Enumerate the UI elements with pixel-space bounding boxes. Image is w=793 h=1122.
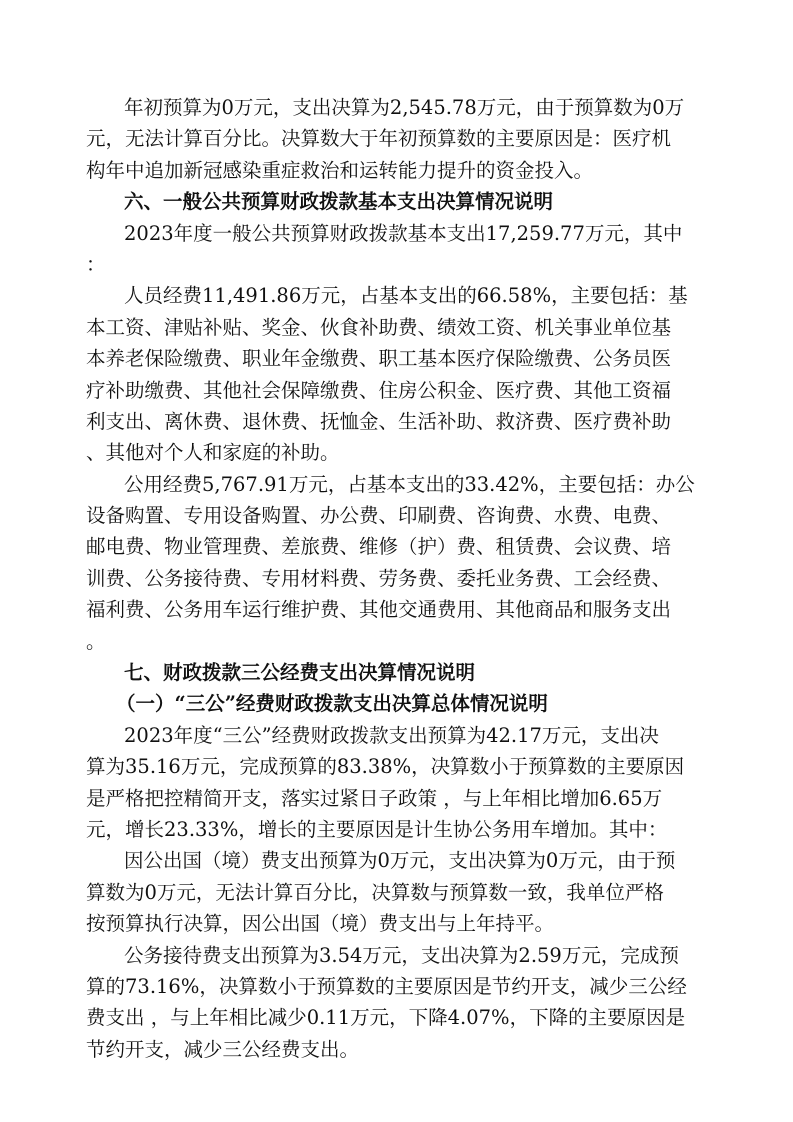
paragraph-line: 邮电费、物业管理费、差旅费、维修（护）费、租赁费、会议费、培	[86, 535, 672, 559]
paragraph-line: 。	[86, 629, 106, 653]
paragraph-line: 公务接待费支出预算为3.54万元，支出决算为2.59万元，完成预	[124, 943, 679, 967]
section-heading: 七、财政拨款三公经费支出决算情况说明	[124, 661, 476, 685]
paragraph-line: 设备购置、专用设备购置、办公费、印刷费、咨询费、水费、电费、	[86, 504, 672, 528]
paragraph-line: 因公出国（境）费支出预算为0万元，支出决算为0万元，由于预	[124, 849, 676, 873]
paragraph-line: 2023年度一般公共预算财政拨款基本支出17,259.77万元，其中	[124, 221, 683, 245]
paragraph-line: 算为35.16万元，完成预算的83.38%，决算数小于预算数的主要原因	[86, 755, 685, 779]
paragraph-line: 训费、公务接待费、专用材料费、劳务费、委托业务费、工会经费、	[86, 566, 672, 590]
paragraph-line: 疗补助缴费、其他社会保障缴费、住房公积金、医疗费、其他工资福	[86, 378, 672, 402]
paragraph-line: 构年中追加新冠感染重症救治和运转能力提升的资金投入。	[86, 158, 594, 182]
paragraph-line: 公用经费5,767.91万元，占基本支出的33.42%，主要包括：办公	[124, 472, 695, 496]
subsection-heading: （一）“三公”经费财政拨款支出决算总体情况说明	[116, 692, 548, 716]
paragraph-line: 元，无法计算百分比。决算数大于年初预算数的主要原因是：医疗机	[86, 127, 672, 151]
paragraph-line: 算的73.16%，决算数小于预算数的主要原因是节约开支，减少三公经	[86, 974, 687, 998]
paragraph-line: 利支出、离休费、退休费、抚恤金、生活补助、救济费、医疗费补助	[86, 409, 672, 433]
paragraph-line: 本养老保险缴费、职业年金缴费、职工基本医疗保险缴费、公务员医	[86, 347, 672, 371]
paragraph-line: 、其他对个人和家庭的补助。	[86, 441, 340, 465]
paragraph-line: ：	[86, 252, 106, 276]
paragraph-line: 年初预算为0万元，支出决算为2,545.78万元，由于预算数为0万	[124, 96, 685, 119]
paragraph-line: 算数为0万元，无法计算百分比，决算数与预算数一致，我单位严格	[86, 880, 664, 904]
paragraph-line: 费支出 ，与上年相比减少0.11万元，下降4.07%，下降的主要原因是	[86, 1006, 686, 1030]
paragraph-line: 福利费、公务用车运行维护费、其他交通费用、其他商品和服务支出	[86, 598, 672, 622]
paragraph-line: 2023年度“三公”经费财政拨款支出预算为42.17万元，支出决	[124, 723, 659, 747]
paragraph-line: 按预算执行决算，因公出国（境）费支出与上年持平。	[86, 912, 555, 936]
paragraph-line: 本工资、津贴补贴、奖金、伙食补助费、绩效工资、机关事业单位基	[86, 315, 672, 339]
section-heading: 六、一般公共预算财政拨款基本支出决算情况说明	[124, 190, 554, 214]
paragraph-line: 人员经费11,491.86万元，占基本支出的66.58%，主要包括：基	[124, 284, 688, 308]
paragraph-line: 节约开支，减少三公经费支出。	[86, 1037, 360, 1061]
paragraph-line: 元，增长23.33%，增长的主要原因是计生协公务用车增加。其中：	[86, 817, 668, 841]
paragraph-line: 是严格把控精简开支，落实过紧日子政策 ，与上年相比增加6.65万	[86, 786, 663, 810]
document-page	[86, 92, 716, 1065]
